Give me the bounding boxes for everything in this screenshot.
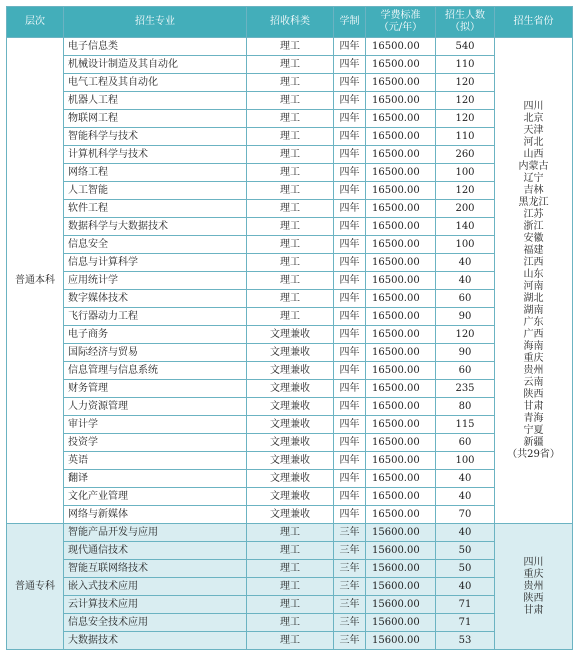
enrollment-count-cell: 90	[436, 344, 495, 362]
table-row	[7, 506, 573, 524]
province-name: 贵州	[523, 580, 544, 592]
enrollment-count-cell: 50	[436, 542, 495, 560]
years-cell: 四年	[334, 272, 366, 290]
province-name: 天津	[523, 124, 544, 136]
enrollment-table-container	[6, 6, 572, 653]
enrollment-count-cell: 110	[436, 56, 495, 74]
province-name: 青海	[523, 412, 544, 424]
header-num-label: 招生人数	[445, 10, 485, 21]
type-cell: 理工	[247, 182, 334, 200]
fee-cell: 16500.00	[366, 128, 436, 146]
enrollment-count-cell: 235	[436, 380, 495, 398]
type-cell: 理工	[247, 614, 334, 632]
enrollment-count-cell: 80	[436, 398, 495, 416]
province-name: 重庆	[523, 568, 544, 580]
province-name: 黑龙江	[518, 196, 549, 208]
fee-cell: 16500.00	[366, 146, 436, 164]
table-row	[7, 398, 573, 416]
fee-cell: 16500.00	[366, 308, 436, 326]
enrollment-count-cell: 110	[436, 128, 495, 146]
major-cell: 英语	[64, 452, 247, 470]
table-row	[7, 164, 573, 182]
years-cell: 四年	[334, 56, 366, 74]
major-cell: 智能产品开发与应用	[64, 524, 247, 542]
type-cell: 理工	[247, 200, 334, 218]
table-row	[7, 92, 573, 110]
years-cell: 三年	[334, 632, 366, 650]
province-name: 江苏	[523, 208, 544, 220]
major-cell: 人力资源管理	[64, 398, 247, 416]
years-cell: 四年	[334, 506, 366, 524]
table-row	[7, 56, 573, 74]
province-name: 江西	[523, 256, 544, 268]
major-cell: 电气工程及其自动化	[64, 74, 247, 92]
years-cell: 三年	[334, 524, 366, 542]
type-cell: 文理兼收	[247, 362, 334, 380]
fee-cell: 16500.00	[366, 110, 436, 128]
major-cell: 网络工程	[64, 164, 247, 182]
province-name: 安徽	[523, 232, 544, 244]
major-cell: 应用统计学	[64, 272, 247, 290]
table-row	[7, 290, 573, 308]
enrollment-count-cell: 70	[436, 506, 495, 524]
table-row	[7, 578, 573, 596]
major-cell: 云计算技术应用	[64, 596, 247, 614]
header-fee	[366, 7, 436, 38]
header-level: 层次	[7, 7, 64, 38]
province-name: 辽宁	[523, 172, 544, 184]
type-cell: 理工	[247, 128, 334, 146]
province-name: 新疆	[523, 436, 544, 448]
years-cell: 三年	[334, 614, 366, 632]
fee-cell: 16500.00	[366, 416, 436, 434]
province-name: 内蒙古	[518, 160, 549, 172]
type-cell: 文理兼收	[247, 326, 334, 344]
enrollment-count-cell: 71	[436, 614, 495, 632]
type-cell: 理工	[247, 146, 334, 164]
major-cell: 智能科学与技术	[64, 128, 247, 146]
years-cell: 四年	[334, 146, 366, 164]
province-name: 北京	[523, 112, 544, 124]
type-cell: 文理兼收	[247, 416, 334, 434]
table-row	[7, 182, 573, 200]
enrollment-count-cell: 120	[436, 182, 495, 200]
major-cell: 数字媒体技术	[64, 290, 247, 308]
province-name: 河北	[523, 136, 544, 148]
header-major: 招生专业	[64, 7, 247, 38]
type-cell: 理工	[247, 524, 334, 542]
provinces-cell	[495, 524, 573, 650]
table-row	[7, 614, 573, 632]
province-name: 广东	[523, 316, 544, 328]
fee-cell: 16500.00	[366, 182, 436, 200]
fee-cell: 16500.00	[366, 434, 436, 452]
enrollment-count-cell: 120	[436, 92, 495, 110]
major-cell: 国际经济与贸易	[64, 344, 247, 362]
header-provinces: 招生省份	[495, 7, 573, 38]
fee-cell: 16500.00	[366, 326, 436, 344]
enrollment-count-cell: 40	[436, 470, 495, 488]
type-cell: 文理兼收	[247, 452, 334, 470]
type-cell: 理工	[247, 236, 334, 254]
years-cell: 四年	[334, 470, 366, 488]
enrollment-count-cell: 40	[436, 578, 495, 596]
table-row	[7, 200, 573, 218]
type-cell: 理工	[247, 308, 334, 326]
province-name: 海南	[523, 340, 544, 352]
province-name: 湖北	[523, 292, 544, 304]
type-cell: 理工	[247, 56, 334, 74]
province-name: 山西	[523, 148, 544, 160]
type-cell: 文理兼收	[247, 380, 334, 398]
province-name: 四川	[523, 100, 544, 112]
province-name: 广西	[523, 328, 544, 340]
province-name: 重庆	[523, 352, 544, 364]
table-row	[7, 272, 573, 290]
fee-cell: 16500.00	[366, 290, 436, 308]
type-cell: 文理兼收	[247, 344, 334, 362]
major-cell: 机械设计制造及其自动化	[64, 56, 247, 74]
fee-cell: 16500.00	[366, 362, 436, 380]
major-cell: 财务管理	[64, 380, 247, 398]
type-cell: 理工	[247, 578, 334, 596]
table-row	[7, 542, 573, 560]
province-name: 甘肃	[523, 400, 544, 412]
type-cell: 文理兼收	[247, 470, 334, 488]
fee-cell: 16500.00	[366, 56, 436, 74]
fee-cell: 16500.00	[366, 488, 436, 506]
table-row	[7, 434, 573, 452]
type-cell: 理工	[247, 272, 334, 290]
level-cell: 普通专科	[7, 524, 64, 650]
fee-cell: 15600.00	[366, 632, 436, 650]
table-row	[7, 128, 573, 146]
type-cell: 理工	[247, 290, 334, 308]
major-cell: 信息与计算科学	[64, 254, 247, 272]
enrollment-count-cell: 540	[436, 38, 495, 56]
province-name: 湖南	[523, 304, 544, 316]
table-row	[7, 74, 573, 92]
type-cell: 理工	[247, 254, 334, 272]
province-name: 云南	[523, 376, 544, 388]
table-row	[7, 326, 573, 344]
type-cell: 理工	[247, 164, 334, 182]
major-cell: 智能互联网络技术	[64, 560, 247, 578]
header-row	[7, 7, 573, 38]
table-row	[7, 488, 573, 506]
header-fee-unit: （元/年）	[378, 22, 423, 33]
province-name: 河南	[523, 280, 544, 292]
years-cell: 四年	[334, 434, 366, 452]
fee-cell: 15600.00	[366, 614, 436, 632]
enrollment-count-cell: 40	[436, 254, 495, 272]
years-cell: 三年	[334, 578, 366, 596]
table-row	[7, 38, 573, 56]
province-name: 吉林	[523, 184, 544, 196]
fee-cell: 15600.00	[366, 560, 436, 578]
type-cell: 理工	[247, 560, 334, 578]
enrollment-count-cell: 71	[436, 596, 495, 614]
years-cell: 四年	[334, 218, 366, 236]
major-cell: 电子商务	[64, 326, 247, 344]
fee-cell: 16500.00	[366, 344, 436, 362]
type-cell: 理工	[247, 632, 334, 650]
major-cell: 电子信息类	[64, 38, 247, 56]
years-cell: 四年	[334, 254, 366, 272]
fee-cell: 16500.00	[366, 470, 436, 488]
years-cell: 四年	[334, 182, 366, 200]
fee-cell: 15600.00	[366, 596, 436, 614]
province-name: 陕西	[523, 388, 544, 400]
fee-cell: 15600.00	[366, 578, 436, 596]
fee-cell: 16500.00	[366, 254, 436, 272]
enrollment-count-cell: 60	[436, 434, 495, 452]
fee-cell: 16500.00	[366, 452, 436, 470]
level-cell: 普通本科	[7, 38, 64, 524]
header-num	[436, 7, 495, 38]
major-cell: 软件工程	[64, 200, 247, 218]
years-cell: 四年	[334, 200, 366, 218]
enrollment-count-cell: 115	[436, 416, 495, 434]
type-cell: 理工	[247, 74, 334, 92]
table-row	[7, 470, 573, 488]
type-cell: 理工	[247, 596, 334, 614]
table-header	[7, 7, 573, 38]
enrollment-count-cell: 120	[436, 326, 495, 344]
table-row	[7, 218, 573, 236]
type-cell: 理工	[247, 542, 334, 560]
header-type: 招收科类	[247, 7, 334, 38]
enrollment-count-cell: 40	[436, 488, 495, 506]
enrollment-count-cell: 100	[436, 236, 495, 254]
table-row	[7, 416, 573, 434]
province-name: 宁夏	[523, 424, 544, 436]
fee-cell: 16500.00	[366, 200, 436, 218]
major-cell: 数据科学与大数据技术	[64, 218, 247, 236]
years-cell: 四年	[334, 488, 366, 506]
enrollment-count-cell: 53	[436, 632, 495, 650]
provinces-cell	[495, 38, 573, 524]
major-cell: 人工智能	[64, 182, 247, 200]
table-row	[7, 236, 573, 254]
enrollment-count-cell: 60	[436, 362, 495, 380]
province-name: 福建	[523, 244, 544, 256]
years-cell: 四年	[334, 452, 366, 470]
type-cell: 文理兼收	[247, 488, 334, 506]
fee-cell: 16500.00	[366, 164, 436, 182]
years-cell: 四年	[334, 380, 366, 398]
enrollment-count-cell: 120	[436, 74, 495, 92]
province-name: 浙江	[523, 220, 544, 232]
years-cell: 四年	[334, 128, 366, 146]
province-name: （共29省）	[507, 448, 560, 460]
years-cell: 四年	[334, 398, 366, 416]
enrollment-count-cell: 90	[436, 308, 495, 326]
years-cell: 三年	[334, 560, 366, 578]
enrollment-count-cell: 60	[436, 290, 495, 308]
major-cell: 计算机科学与技术	[64, 146, 247, 164]
years-cell: 四年	[334, 416, 366, 434]
fee-cell: 15600.00	[366, 542, 436, 560]
fee-cell: 16500.00	[366, 380, 436, 398]
province-name: 贵州	[523, 364, 544, 376]
enrollment-count-cell: 100	[436, 452, 495, 470]
major-cell: 投资学	[64, 434, 247, 452]
years-cell: 四年	[334, 308, 366, 326]
major-cell: 嵌入式技术应用	[64, 578, 247, 596]
type-cell: 文理兼收	[247, 398, 334, 416]
major-cell: 飞行器动力工程	[64, 308, 247, 326]
header-fee-label: 学费标准	[380, 10, 421, 21]
years-cell: 四年	[334, 92, 366, 110]
fee-cell: 16500.00	[366, 92, 436, 110]
section-junior-college	[7, 524, 573, 650]
major-cell: 信息安全	[64, 236, 247, 254]
years-cell: 四年	[334, 290, 366, 308]
enrollment-count-cell: 40	[436, 272, 495, 290]
table-row	[7, 146, 573, 164]
fee-cell: 16500.00	[366, 506, 436, 524]
table-row	[7, 110, 573, 128]
years-cell: 三年	[334, 596, 366, 614]
major-cell: 物联网工程	[64, 110, 247, 128]
fee-cell: 16500.00	[366, 218, 436, 236]
table-row	[7, 524, 573, 542]
table-row	[7, 632, 573, 650]
table-row	[7, 560, 573, 578]
header-num-unit: （拟）	[450, 22, 480, 33]
enrollment-count-cell: 200	[436, 200, 495, 218]
type-cell: 文理兼收	[247, 434, 334, 452]
fee-cell: 16500.00	[366, 236, 436, 254]
type-cell: 文理兼收	[247, 506, 334, 524]
years-cell: 四年	[334, 236, 366, 254]
major-cell: 翻译	[64, 470, 247, 488]
enrollment-count-cell: 120	[436, 110, 495, 128]
enrollment-count-cell: 40	[436, 524, 495, 542]
province-name: 陕西	[523, 592, 544, 604]
table-row	[7, 254, 573, 272]
type-cell: 理工	[247, 110, 334, 128]
years-cell: 四年	[334, 74, 366, 92]
enrollment-count-cell: 50	[436, 560, 495, 578]
table-row	[7, 596, 573, 614]
fee-cell: 15600.00	[366, 524, 436, 542]
enrollment-count-cell: 260	[436, 146, 495, 164]
table-row	[7, 344, 573, 362]
fee-cell: 16500.00	[366, 398, 436, 416]
type-cell: 理工	[247, 218, 334, 236]
type-cell: 理工	[247, 38, 334, 56]
years-cell: 四年	[334, 164, 366, 182]
enrollment-plan-table	[6, 6, 573, 650]
major-cell: 文化产业管理	[64, 488, 247, 506]
major-cell: 机器人工程	[64, 92, 247, 110]
type-cell: 理工	[247, 92, 334, 110]
fee-cell: 16500.00	[366, 272, 436, 290]
major-cell: 大数据技术	[64, 632, 247, 650]
major-cell: 信息管理与信息系统	[64, 362, 247, 380]
years-cell: 四年	[334, 110, 366, 128]
enrollment-count-cell: 140	[436, 218, 495, 236]
table-row	[7, 452, 573, 470]
fee-cell: 16500.00	[366, 38, 436, 56]
enrollment-count-cell: 100	[436, 164, 495, 182]
years-cell: 四年	[334, 362, 366, 380]
table-row	[7, 362, 573, 380]
fee-cell: 16500.00	[366, 74, 436, 92]
province-name: 甘肃	[523, 604, 544, 616]
years-cell: 四年	[334, 326, 366, 344]
major-cell: 网络与新媒体	[64, 506, 247, 524]
years-cell: 四年	[334, 38, 366, 56]
section-undergraduate	[7, 38, 573, 524]
header-years: 学制	[334, 7, 366, 38]
years-cell: 四年	[334, 344, 366, 362]
major-cell: 信息安全技术应用	[64, 614, 247, 632]
province-name: 山东	[523, 268, 544, 280]
table-row	[7, 308, 573, 326]
province-name: 四川	[523, 556, 544, 568]
years-cell: 三年	[334, 542, 366, 560]
major-cell: 现代通信技术	[64, 542, 247, 560]
table-row	[7, 380, 573, 398]
major-cell: 审计学	[64, 416, 247, 434]
